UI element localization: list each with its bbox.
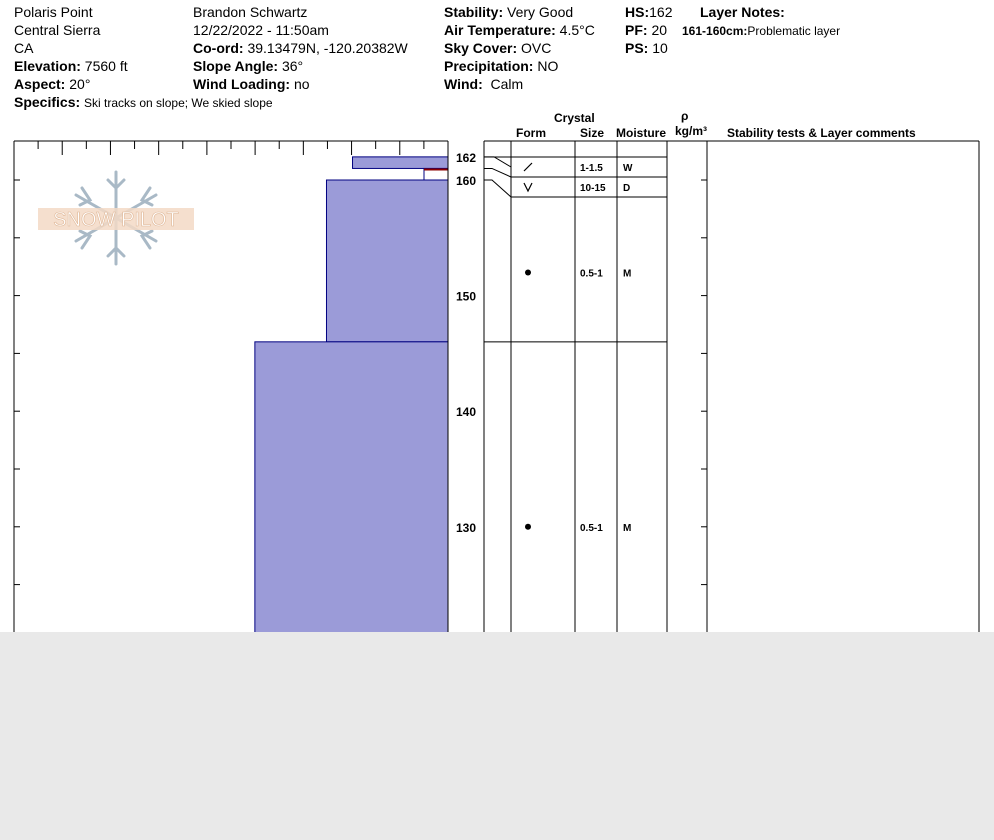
precipitation-label: Precipitation:	[444, 58, 534, 74]
wind-loading-label: Wind Loading:	[193, 76, 291, 92]
specifics-label: Specifics:	[14, 94, 81, 110]
grain-size-value: 0.5-1	[580, 268, 603, 280]
layer-connector	[484, 180, 511, 197]
depth-tick-label: 140	[456, 405, 477, 420]
size-header: Size	[580, 126, 605, 140]
wind-loading-value: no	[293, 76, 310, 92]
grain-form-symbol	[525, 269, 531, 275]
depth-tick-label: 130	[456, 520, 477, 535]
layer-note-text: Problematic layer	[747, 24, 841, 38]
region-name: Central Sierra	[14, 22, 101, 38]
pf-label: PF:	[625, 22, 648, 38]
grain-moisture-value: D	[623, 183, 631, 194]
depth-tick-label: 160	[456, 174, 477, 188]
form-header: Form	[516, 126, 546, 140]
hardness-bar-0	[353, 157, 448, 169]
location-name: Polaris Point	[14, 4, 93, 20]
pf-value: 20	[651, 22, 668, 38]
coord-label: Co-ord:	[193, 40, 244, 56]
grain-moisture-value: M	[623, 268, 632, 280]
stability-label: Stability:	[444, 4, 504, 20]
hardness-bar-2	[255, 342, 448, 632]
layer-connector	[484, 168, 511, 177]
hs-value: 162	[649, 4, 673, 20]
crystal-header: Crystal	[554, 111, 595, 125]
state-name: CA	[14, 40, 34, 56]
grain-moisture-value: M	[623, 522, 632, 534]
grain-form-symbol	[524, 183, 532, 191]
layer-connector	[484, 157, 511, 167]
observer-name: Brandon Schwartz	[193, 4, 308, 20]
stability-value: Very Good	[507, 4, 574, 20]
depth-tick-label: 150	[456, 289, 477, 304]
layer-notes-title: Layer Notes:	[700, 4, 785, 20]
observation-datetime: 12/22/2022 - 11:50am	[193, 22, 329, 38]
specifics-value: Ski tracks on slope; We skied slope	[84, 96, 273, 110]
depth-tick-label: 162	[456, 150, 477, 165]
precipitation-value: NO	[537, 58, 559, 74]
layer-note-range: 161-160cm:	[682, 24, 748, 38]
hardness-bar-1	[326, 180, 448, 342]
wind-value: Calm	[490, 76, 524, 92]
density-unit-header: kg/m³	[675, 124, 708, 138]
moisture-header: Moisture	[616, 126, 667, 140]
aspect-label: Aspect:	[14, 76, 66, 92]
slope-angle-value: 36°	[281, 58, 304, 74]
hs-label: HS:	[625, 4, 650, 20]
grain-size-value: 10-15	[580, 183, 606, 194]
air-temp-value: 4.5°C	[559, 22, 595, 38]
grain-form-symbol	[524, 163, 532, 171]
coord-value: 39.13479N, -120.20382W	[247, 40, 408, 56]
grain-size-value: 1-1.5	[580, 163, 603, 174]
wind-label: Wind:	[444, 76, 483, 92]
air-temp-label: Air Temperature:	[444, 22, 556, 38]
grain-size-value: 0.5-1	[580, 522, 603, 534]
logo-text: SNOW PILOT	[53, 209, 179, 231]
density-rho-header: ρ	[681, 109, 689, 123]
slope-angle-label: Slope Angle:	[193, 58, 279, 74]
ps-value: 10	[652, 40, 668, 56]
grain-moisture-value: W	[623, 163, 633, 174]
sky-cover-value: OVC	[521, 40, 552, 56]
aspect-value: 20°	[69, 76, 91, 92]
elevation-label: Elevation:	[14, 58, 81, 74]
ps-label: PS:	[625, 40, 649, 56]
elevation-value: 7560 ft	[84, 58, 128, 74]
comments-header: Stability tests & Layer comments	[727, 126, 916, 140]
sky-cover-label: Sky Cover:	[444, 40, 518, 56]
grain-form-symbol	[525, 524, 531, 530]
